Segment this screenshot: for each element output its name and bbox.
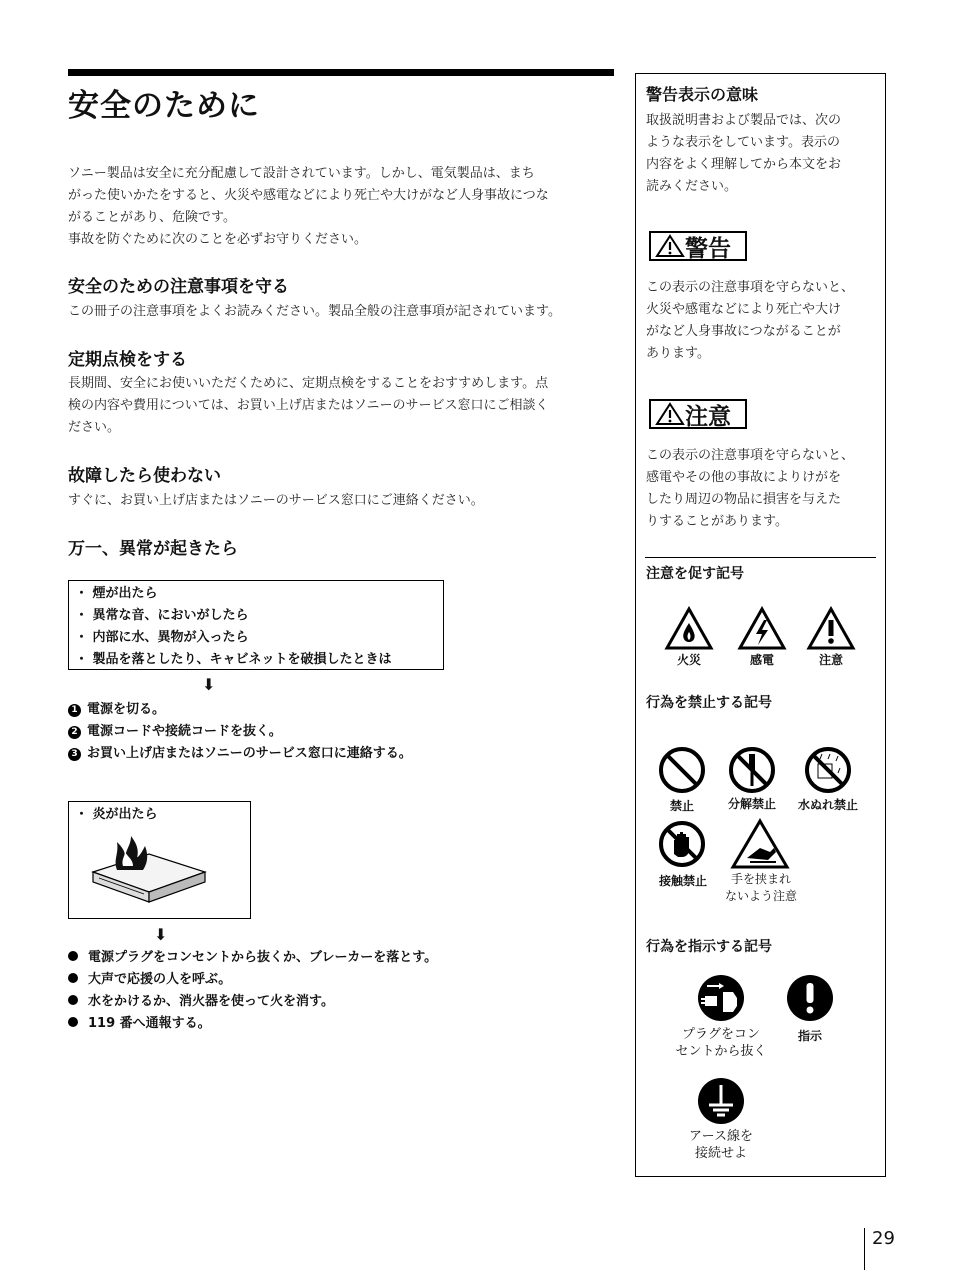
sidebar-line: 火災や感電などにより死亡や大け — [646, 302, 842, 317]
section-heading: 安全のための注意事項を守る — [68, 277, 289, 297]
symbol-label: 禁止 — [669, 799, 694, 813]
intro-paragraph — [68, 163, 614, 251]
sidebar-line: したり周辺の物品に損害を与えた — [646, 492, 842, 507]
emergency-item: ・ 異常な音、においがしたら — [75, 608, 249, 623]
emergency-item: ・ 製品を落としたり、キャビネットを破損したときは — [75, 652, 392, 667]
warning-symbols-sidebar — [635, 73, 886, 1177]
section-line: この冊子の注意事項をよくお読みください。製品全般の注意事項が記されています。 — [68, 304, 561, 319]
no-water-icon — [804, 746, 852, 794]
fire-step-text: 119 番へ通報する。 — [88, 1016, 211, 1031]
fire-step — [68, 1013, 437, 1035]
page-title: 安全のために — [68, 88, 260, 124]
step-number-icon: 1 — [68, 704, 81, 717]
caution-icon — [806, 606, 856, 651]
step-number-icon: 2 — [68, 726, 81, 739]
warning-description — [646, 277, 884, 365]
electric-shock-icon — [737, 606, 787, 651]
warning-badge-label: 警告 — [685, 235, 731, 262]
fire-step-text: 大声で応援の人を呼ぶ。 — [88, 972, 232, 987]
bullet-icon — [68, 1017, 78, 1027]
symbol-label — [718, 871, 804, 905]
sidebar-intro — [646, 110, 882, 198]
bullet-icon — [68, 995, 78, 1005]
section-heading: 定期点検をする — [68, 350, 187, 370]
symbol-label: 感電 — [749, 653, 774, 667]
attention-heading: 注意を促す記号 — [646, 566, 744, 582]
symbol-label-line: 手を挟まれ — [730, 872, 791, 886]
intro-line: がることがあり、危険です。 — [68, 210, 236, 225]
sidebar-divider — [645, 557, 876, 558]
instruction-icon — [786, 974, 834, 1022]
section-line: すぐに、お買い上げ店またはソニーのサービス窓口にご連絡ください。 — [68, 493, 484, 508]
sidebar-line: ような表示をしています。表示の — [646, 135, 840, 150]
section-heading: 万一、異常が起きたら — [68, 539, 238, 559]
fire-box-label: ・ 炎が出たら — [75, 807, 158, 822]
emergency-steps — [68, 699, 412, 765]
step-item — [68, 699, 412, 721]
sidebar-line: りすることがあります。 — [646, 514, 788, 529]
warning-badge — [649, 231, 747, 261]
sidebar-line: 読みください。 — [646, 179, 738, 194]
symbol-label: 火災 — [676, 653, 701, 667]
title-rule — [68, 69, 614, 76]
symbol-label: 分解禁止 — [727, 797, 776, 811]
fire-step — [68, 991, 437, 1013]
emergency-box — [68, 580, 444, 670]
symbol-label: 指示 — [797, 1029, 822, 1043]
sidebar-heading: 警告表示の意味 — [646, 85, 759, 104]
symbol-label-line: 接続せよ — [694, 1146, 747, 1161]
bullet-icon — [68, 951, 78, 961]
arrow-down-icon: ⬇ — [154, 925, 168, 944]
sidebar-line: 取扱説明書および製品では、次の — [646, 113, 842, 128]
arrow-down-icon: ⬇ — [202, 675, 216, 694]
step-text: 電源コードや接続コードを抜く。 — [87, 724, 282, 739]
step-number-icon: 3 — [68, 748, 81, 761]
sidebar-line: 内容をよく理解してから本文をお — [646, 157, 842, 172]
caution-triangle-icon — [655, 402, 685, 426]
instruct-heading: 行為を指示する記号 — [646, 939, 772, 955]
fire-box — [68, 801, 251, 919]
section-line: ださい。 — [68, 420, 121, 435]
section-text — [68, 490, 614, 512]
emergency-item: ・ 内部に水、異物が入ったら — [75, 630, 249, 645]
fire-step — [68, 947, 437, 969]
fire-warning-icon — [664, 606, 714, 651]
section-text — [68, 373, 614, 439]
section-line: 長期間、安全にお使いいただくために、定期点検をすることをおすすめします。点 — [68, 376, 549, 391]
caution-description — [646, 445, 884, 533]
fire-steps — [68, 947, 437, 1035]
bullet-icon — [68, 973, 78, 983]
fire-step — [68, 969, 437, 991]
symbol-label-line: セントから抜く — [675, 1044, 767, 1059]
page-number-rule — [864, 1228, 865, 1270]
step-text: 電源を切る。 — [87, 702, 166, 717]
sidebar-line: この表示の注意事項を守らないと、 — [646, 280, 855, 295]
symbol-label-line: プラグをコン — [681, 1027, 760, 1042]
section-heading: 故障したら使わない — [68, 466, 221, 486]
section-text — [68, 301, 628, 323]
symbol-label-line: ないよう注意 — [724, 889, 797, 903]
symbol-label: 接触禁止 — [658, 874, 707, 888]
unplug-icon — [697, 974, 745, 1022]
warning-triangle-icon — [655, 234, 685, 258]
step-text: お買い上げ店またはソニーのサービス窓口に連絡する。 — [87, 746, 412, 761]
caution-badge-label: 注意 — [685, 403, 731, 430]
page-number: 29 — [872, 1228, 895, 1249]
no-disassembly-icon — [728, 746, 776, 794]
sidebar-line: 感電やその他の事故によりけがを — [646, 470, 842, 485]
intro-line: がった使いかたをすると、火災や感電などにより死亡や大けがなど人身事故につな — [68, 188, 549, 203]
section-line: 検の内容や費用については、お買い上げ店またはソニーのサービス窓口にご相談く — [68, 398, 549, 413]
prohibited-icon — [658, 746, 706, 794]
intro-line: 事故を防ぐために次のことを必ずお守りください。 — [68, 232, 368, 247]
symbol-label: 水ぬれ禁止 — [797, 798, 858, 812]
burning-device-icon — [89, 832, 219, 908]
sidebar-line: あります。 — [646, 346, 710, 361]
caution-badge — [649, 399, 747, 429]
symbol-label: 注意 — [818, 653, 843, 667]
sidebar-line: がなど人身事故につながることが — [646, 324, 841, 339]
prohibit-heading: 行為を禁止する記号 — [646, 695, 772, 711]
sidebar-line: この表示の注意事項を守らないと、 — [646, 448, 855, 463]
symbol-label — [666, 1026, 776, 1060]
symbol-label-line: アース線を — [689, 1129, 753, 1144]
ground-wire-icon — [697, 1077, 745, 1125]
symbol-label — [666, 1128, 776, 1162]
fire-step-text: 水をかけるか、消火器を使って火を消す。 — [88, 994, 334, 1009]
emergency-item: ・ 煙が出たら — [75, 586, 158, 601]
intro-line: ソニー製品は安全に充分配慮して設計されています。しかし、電気製品は、まち — [68, 166, 535, 181]
pinch-caution-icon — [730, 818, 790, 870]
step-item — [68, 721, 412, 743]
fire-step-text: 電源プラグをコンセントから抜くか、ブレーカーを落とす。 — [88, 950, 438, 965]
step-item — [68, 743, 412, 765]
no-touch-icon — [658, 820, 706, 868]
